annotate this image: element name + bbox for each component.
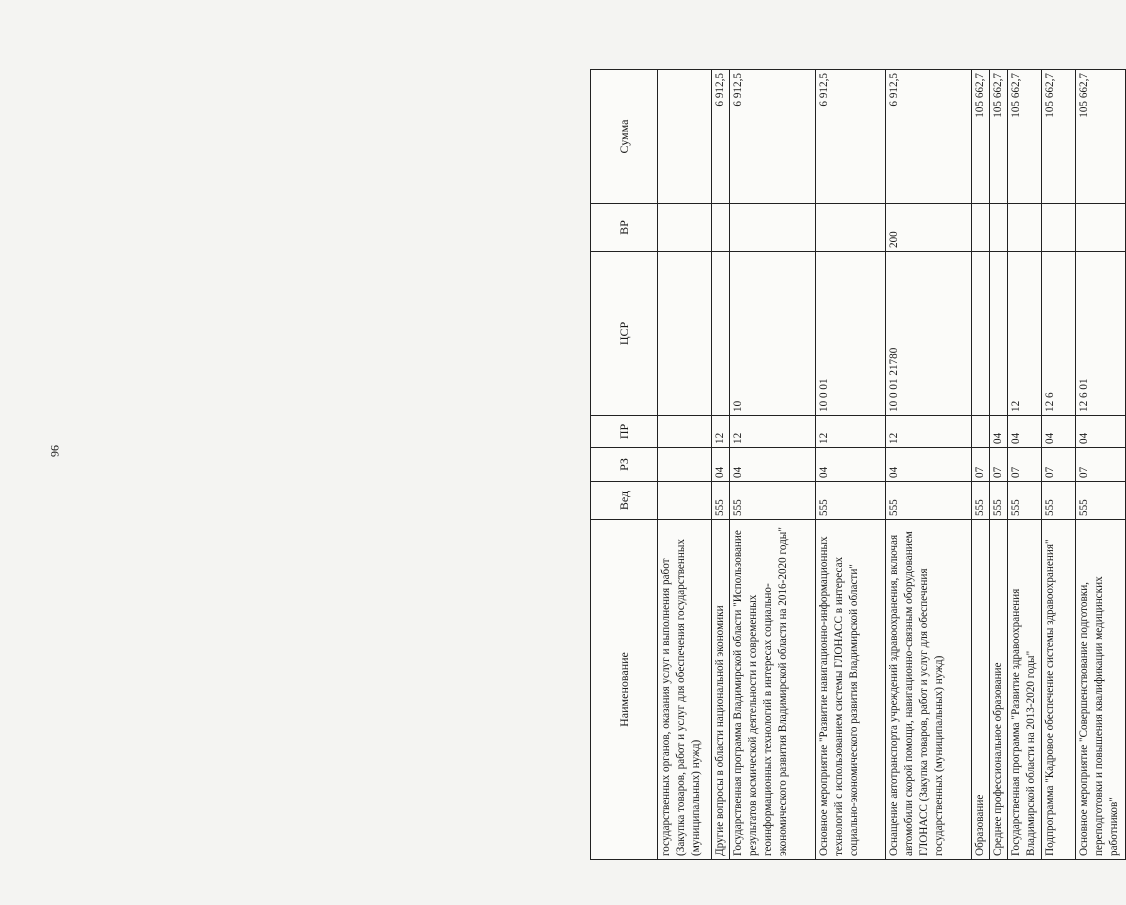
cell-vr xyxy=(972,204,990,252)
cell-pr: 04 xyxy=(1042,416,1076,448)
cell-vr xyxy=(658,204,712,252)
cell-csr: 12 6 xyxy=(1042,252,1076,416)
cell-csr xyxy=(972,252,990,416)
cell-sum: 105 662,7 xyxy=(990,70,1008,204)
cell-pr: 12 xyxy=(730,416,816,448)
cell-pr xyxy=(658,416,712,448)
cell-csr: 10 0 01 21780 xyxy=(886,252,972,416)
cell-sum: 6 912,5 xyxy=(712,70,730,204)
table-row xyxy=(712,70,730,860)
cell-vr xyxy=(990,204,1008,252)
page-number: 96 xyxy=(48,445,62,457)
table-row xyxy=(886,70,972,860)
cell-vr xyxy=(816,204,886,252)
cell-rz: 07 xyxy=(1008,448,1042,482)
cell-sum: 6 912,5 xyxy=(730,70,816,204)
cell-ved: 555 xyxy=(1042,482,1076,520)
cell-name: Другие вопросы в области национальной экономики xyxy=(712,520,730,860)
cell-rz: 07 xyxy=(972,448,990,482)
cell-sum: 6 912,5 xyxy=(816,70,886,204)
cell-rz: 04 xyxy=(816,448,886,482)
budget-table xyxy=(590,69,1126,860)
cell-ved xyxy=(658,482,712,520)
cell-vr xyxy=(730,204,816,252)
cell-vr xyxy=(1008,204,1042,252)
header-vr: ВР xyxy=(591,204,658,252)
cell-pr: 12 xyxy=(712,416,730,448)
cell-name: Основное мероприятие "Развитие навигационно-информационных технологий с использованием системы ГЛОНАСС в интересах социально-экономического развития Владимирской области" xyxy=(816,520,886,860)
cell-ved: 555 xyxy=(712,482,730,520)
cell-csr xyxy=(712,252,730,416)
table-row xyxy=(972,70,990,860)
cell-sum: 105 662,7 xyxy=(1042,70,1076,204)
table-row xyxy=(816,70,886,860)
cell-vr xyxy=(1042,204,1076,252)
table-row xyxy=(1008,70,1042,860)
cell-sum: 105 662,7 xyxy=(972,70,990,204)
table-row xyxy=(658,70,712,860)
cell-csr: 10 0 01 xyxy=(816,252,886,416)
table-row xyxy=(1076,70,1126,860)
cell-sum: 105 662,7 xyxy=(1008,70,1042,204)
table-row xyxy=(1042,70,1076,860)
cell-rz: 07 xyxy=(990,448,1008,482)
cell-sum: 105 662,7 xyxy=(1076,70,1126,204)
header-pr: ПР xyxy=(591,416,658,448)
cell-name: Подпрограмма "Кадровое обеспечение системы здравоохранения" xyxy=(1042,520,1076,860)
header-csr: ЦСР xyxy=(591,252,658,416)
cell-ved: 555 xyxy=(990,482,1008,520)
cell-pr: 12 xyxy=(886,416,972,448)
cell-pr: 04 xyxy=(990,416,1008,448)
cell-name: Основное мероприятие "Совершенствование подготовки, переподготовки и повышения квалификации медицинских работников" xyxy=(1076,520,1126,860)
cell-csr: 10 xyxy=(730,252,816,416)
cell-ved: 555 xyxy=(972,482,990,520)
cell-rz: 04 xyxy=(712,448,730,482)
cell-csr: 12 6 01 xyxy=(1076,252,1126,416)
cell-ved: 555 xyxy=(730,482,816,520)
header-sum: Сумма xyxy=(591,70,658,204)
cell-name: Государственная программа "Развитие здравоохранения Владимирской области на 2013-2020 годы" xyxy=(1008,520,1042,860)
rotated-table-container xyxy=(590,70,1120,860)
cell-ved: 555 xyxy=(1008,482,1042,520)
header-rz: РЗ xyxy=(591,448,658,482)
cell-csr xyxy=(658,252,712,416)
table-row xyxy=(730,70,816,860)
cell-rz: 07 xyxy=(1076,448,1126,482)
cell-pr: 04 xyxy=(1008,416,1042,448)
cell-name: Государственная программа Владимирской области "Использование результатов космической деятельности и современных геоинформационных технологий в интересах социально-экономического развития Владимирской области на 2016-2020 годы" xyxy=(730,520,816,860)
cell-name: Среднее профессиональное образование xyxy=(990,520,1008,860)
cell-ved: 555 xyxy=(816,482,886,520)
cell-ved: 555 xyxy=(1076,482,1126,520)
cell-rz: 04 xyxy=(886,448,972,482)
cell-pr xyxy=(972,416,990,448)
cell-vr xyxy=(712,204,730,252)
cell-rz: 07 xyxy=(1042,448,1076,482)
cell-name: Оснащение автотранспорта учреждений здравоохранения, включая автомобили скорой помощи, навигационно-связным оборудованием ГЛОНАСС (Закупка товаров, работ и услуг для обеспечения государственных (муниципальных) нужд) xyxy=(886,520,972,860)
header-ved: Вед xyxy=(591,482,658,520)
cell-ved: 555 xyxy=(886,482,972,520)
cell-name: государственных органов, оказания услуг и выполнения работ (Закупка товаров, работ и услуг для обеспечения государственных (муниципальных) нужд) xyxy=(658,520,712,860)
cell-vr: 200 xyxy=(886,204,972,252)
cell-name: Образование xyxy=(972,520,990,860)
cell-csr: 12 xyxy=(1008,252,1042,416)
cell-pr: 04 xyxy=(1076,416,1126,448)
table-row xyxy=(990,70,1008,860)
cell-sum: 6 912,5 xyxy=(886,70,972,204)
cell-rz: 04 xyxy=(730,448,816,482)
header-name: Наименование xyxy=(591,520,658,860)
cell-vr xyxy=(1076,204,1126,252)
cell-rz xyxy=(658,448,712,482)
cell-csr xyxy=(990,252,1008,416)
cell-sum xyxy=(658,70,712,204)
table-header-row xyxy=(591,70,658,860)
cell-pr: 12 xyxy=(816,416,886,448)
